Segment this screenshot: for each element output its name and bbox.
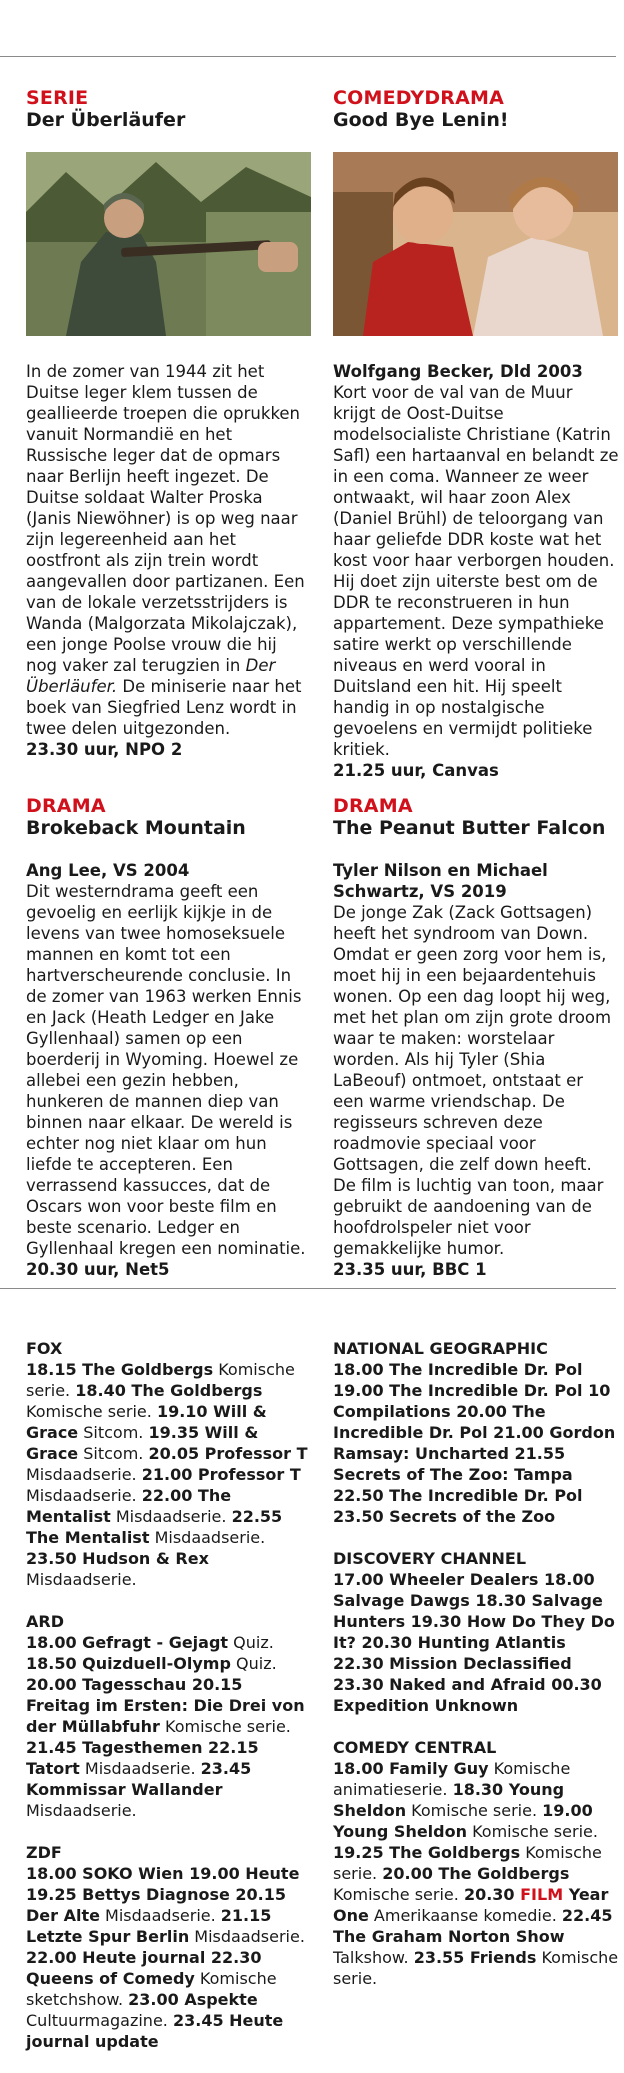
- film-description-peanut-butter-falcon: [333, 860, 619, 1280]
- channel-block: [333, 1737, 619, 1989]
- broadcast-time: 23.35 uur, BBC 1: [333, 1260, 487, 1279]
- program-title: 19.00 Young Sheldon: [333, 1801, 593, 1841]
- channel-block: [26, 1842, 312, 2052]
- program-title: Year One: [333, 1885, 609, 1925]
- program-genre: Misdaadserie.: [26, 1801, 137, 1820]
- film-credit: Tyler Nilson en Michael Schwartz, VS 2019: [333, 861, 548, 901]
- channel-block: [26, 1611, 312, 1821]
- program-genre: Misdaadserie.: [26, 1465, 142, 1484]
- description-text: Dit westerndrama geeft een gevoelig en eerlijk kijkje in de levens van twee homoseksuele mannen en komt tot een hartverscheurende conclusie. In de zomer van 1963 werken Ennis en Jack (Heath Ledger en Jake Gyllenhaal) samen op een boerderij in Wyoming. Hoewel ze allebei een gezin hebben, hunkeren de mannen diep van binnen naar elkaar. De wereld is echter nog niet klaar om hun liefde te accepteren. Een verrassend kassucces, dat de Oscars won voor beste film en beste scenario. Ledger en Gyllenhaal kregen een nominatie.: [26, 882, 306, 1258]
- program-title: 23.00 Aspekte: [128, 1990, 258, 2009]
- program-title: 23.45 Heute journal update: [26, 2011, 284, 2051]
- program-title: 21.00 Professor T: [141, 1465, 301, 1484]
- program-genre: Cultuurmagazine.: [26, 2011, 173, 2030]
- program-title: 18.30 Young Sheldon: [333, 1780, 565, 1820]
- program-title: 20.00 Tagesschau 20.15 Freitag im Ersten: Die Drei von der Müllabfuhr: [26, 1675, 305, 1736]
- top-divider: [0, 56, 616, 57]
- film-card-good-bye-lenin: [333, 88, 624, 131]
- program-genre: Amerikaanse komedie.: [368, 1906, 562, 1925]
- program-title: 22.55 The Mentalist: [26, 1507, 283, 1547]
- program-genre: Sitcom.: [78, 1444, 149, 1463]
- program-genre: Komische serie.: [333, 1948, 619, 1988]
- program-title: 18.50 Quizduell-Olymp: [26, 1654, 231, 1673]
- genre-label: SERIE: [26, 87, 89, 109]
- program-title: 20.05 Professor T: [148, 1444, 308, 1463]
- film-card-der-uberlaufer: [26, 88, 322, 131]
- program-title: 22.00 The Mentalist: [26, 1486, 232, 1526]
- program-title: 23.55 Friends: [413, 1948, 537, 1967]
- program-genre: Komische animatieserie.: [333, 1759, 571, 1799]
- program-title: 18.00 Gefragt - Gejagt: [26, 1633, 229, 1652]
- program-genre: Komische serie.: [26, 1402, 157, 1421]
- genre-label: DRAMA: [333, 795, 413, 817]
- program-title: 20.00 The Goldbergs: [382, 1864, 570, 1883]
- program-title: 20.30: [463, 1885, 521, 1904]
- film-description-der-uberlaufer: [26, 361, 312, 760]
- program-genre: Quiz.: [230, 1654, 277, 1673]
- program-genre: Quiz.: [228, 1633, 274, 1652]
- film-title: Good Bye Lenin!: [333, 109, 509, 131]
- program-genre: Misdaadserie.: [26, 1486, 142, 1505]
- program-genre: Misdaadserie.: [189, 1927, 305, 1946]
- program-title: 18.15 The Goldbergs: [26, 1360, 214, 1379]
- channel-name: DISCOVERY CHANNEL: [333, 1549, 527, 1568]
- program-genre: Sitcom.: [78, 1423, 149, 1442]
- section-divider: [0, 1288, 616, 1289]
- film-description-brokeback-mountain: [26, 860, 312, 1280]
- film-photo-good-bye-lenin: [333, 152, 618, 336]
- channel-block: [26, 1338, 312, 1590]
- broadcast-time: 20.30 uur, Net5: [26, 1260, 170, 1279]
- film-tag: FILM: [520, 1885, 564, 1904]
- program-title: 23.50 Hudson & Rex: [26, 1549, 209, 1568]
- program-title: 18.40 The Goldbergs: [75, 1381, 263, 1400]
- program-title: 21.45 Tagesthemen 22.15 Tatort: [26, 1738, 259, 1778]
- genre-label: COMEDYDRAMA: [333, 87, 505, 109]
- description-text: In de zomer van 1944 zit het Duitse leger klem tussen de geallieerde troepen die oprukken vanuit Normandië en het Russische leger dat de opmars naar Berlijn heeft ingezet. De Duitse soldaat Walter Proska (Janis Niewöhner) is op weg naar zijn legereenheid aan het oostfront als zijn trein wordt aangevallen door partizanen. Een van de lokale verzetsstrijders is Wanda (Malgorzata Mikolajczak), een jonge Poolse vrouw die hij nog vaker zal terugzien in: [26, 362, 305, 675]
- program-genre: Misdaadserie.: [149, 1528, 266, 1547]
- description-italic-title: Der Überläufer.: [26, 656, 276, 696]
- program-genre: Komische sketchshow.: [26, 1969, 277, 2009]
- channel-name: ZDF: [26, 1843, 62, 1862]
- tv-listings-left: [26, 1338, 312, 2073]
- broadcast-time: 21.25 uur, Canvas: [333, 761, 499, 780]
- program-title: 19.10 Will & Grace: [26, 1402, 267, 1442]
- film-title: Der Überläufer: [26, 109, 186, 131]
- program-genre: Komische serie.: [467, 1822, 598, 1841]
- program-title: 23.45 Kommissar Wallander: [26, 1759, 252, 1799]
- program-title: 22.45 The Graham Norton Show: [333, 1906, 613, 1946]
- program-genre: Komische serie.: [333, 1843, 602, 1883]
- program-genre: Misdaadserie.: [110, 1507, 232, 1526]
- film-title: Brokeback Mountain: [26, 817, 246, 839]
- film-credit: Wolfgang Becker, Dld 2003: [333, 362, 583, 381]
- film-description-good-bye-lenin: [333, 361, 619, 781]
- channel-block: [333, 1338, 619, 1527]
- channel-name: NATIONAL GEOGRAPHIC: [333, 1339, 548, 1358]
- program-genre: Komische serie.: [333, 1885, 464, 1904]
- description-text: De jonge Zak (Zack Gottsagen) heeft het syndroom van Down. Omdat er geen zorg voor hem is, moet hij in een bejaardentehuis wonen. Op een dag loopt hij weg, met het plan om zijn grote droom waar te maken: worstelaar worden. Als hij Tyler (Shia LaBeouf) ontmoet, ontstaat er een warme vriendschap. De regisseurs schreven deze roadmovie speciaal voor Gottsagen, die zelf down heeft. De film is luchtig van toon, maar gebruikt de aandoening van de hoofdrolspeler niet voor gemakkelijke humor.: [333, 903, 612, 1258]
- program-genre: Komische serie.: [26, 1360, 295, 1400]
- program-title: 19.35 Will & Grace: [26, 1423, 259, 1463]
- channel-name: ARD: [26, 1612, 64, 1631]
- description-text: Kort voor de val van de Muur krijgt de Oost-Duitse modelsocialiste Christiane (Katrin Safl) een hartaanval en belandt ze in een coma. Wanneer ze weer ontwaakt, wil haar zoon Alex (Daniel Brühl) de teloorgang van haar geliefde DDR koste wat het kost voor haar verborgen houden. Hij doet zijn uiterste best om de DDR te reconstrueren in hun appartement. Deze sympathieke satire werkt op verschillende niveaus en werd vooral in Duitsland een hit. Hij speelt handig in op nostalgische gevoelens en vermijdt politieke kritiek.: [333, 383, 619, 759]
- program-genre: Komische serie.: [159, 1717, 291, 1736]
- program-title: 19.25 The Goldbergs: [333, 1843, 521, 1862]
- channel-name: COMEDY CENTRAL: [333, 1738, 497, 1757]
- program-genre: Misdaadserie.: [99, 1906, 221, 1925]
- program-genre: Misdaadserie.: [79, 1759, 201, 1778]
- film-card-peanut-butter-falcon: [333, 796, 624, 839]
- program-title: 18.00 The Incredible Dr. Pol 19.00 The Incredible Dr. Pol 10 Compilations 20.00 The Incredible Dr. Pol 21.00 Gordon Ramsay: Uncharted 21.55 Secrets of The Zoo: Tampa 22.50 The Incredible Dr. Pol 23.50 Secrets of the Zoo: [333, 1360, 616, 1526]
- program-title: 18.00 SOKO Wien 19.00 Heute 19.25 Bettys Diagnose 20.15 Der Alte: [26, 1864, 300, 1925]
- genre-label: DRAMA: [26, 795, 106, 817]
- description-text-end: De miniserie naar het boek van Siegfried Lenz wordt in twee delen uitgezonden.: [26, 677, 302, 738]
- program-title: 22.00 Heute journal 22.30 Queens of Comedy: [26, 1948, 262, 1988]
- program-title: 21.15 Letzte Spur Berlin: [26, 1906, 272, 1946]
- film-photo-der-uberlaufer: [26, 152, 311, 336]
- program-genre: Komische serie.: [406, 1801, 543, 1820]
- program-genre: Misdaadserie.: [26, 1570, 137, 1589]
- program-title: 18.00 Family Guy: [333, 1759, 489, 1778]
- film-credit: Ang Lee, VS 2004: [26, 861, 190, 880]
- film-card-brokeback-mountain: [26, 796, 322, 839]
- film-title: The Peanut Butter Falcon: [333, 817, 606, 839]
- broadcast-time: 23.30 uur, NPO 2: [26, 740, 183, 759]
- channel-name: FOX: [26, 1339, 63, 1358]
- program-genre: Talkshow.: [333, 1948, 414, 1967]
- program-title: 17.00 Wheeler Dealers 18.00 Salvage Dawgs 18.30 Salvage Hunters 19.30 How Do They Do It? 20.30 Hunting Atlantis 22.30 Mission Declassified 23.30 Naked and Afraid 00.30 Expedition Unknown: [333, 1570, 615, 1715]
- channel-block: [333, 1548, 619, 1716]
- tv-listings-right: [333, 1338, 619, 2010]
